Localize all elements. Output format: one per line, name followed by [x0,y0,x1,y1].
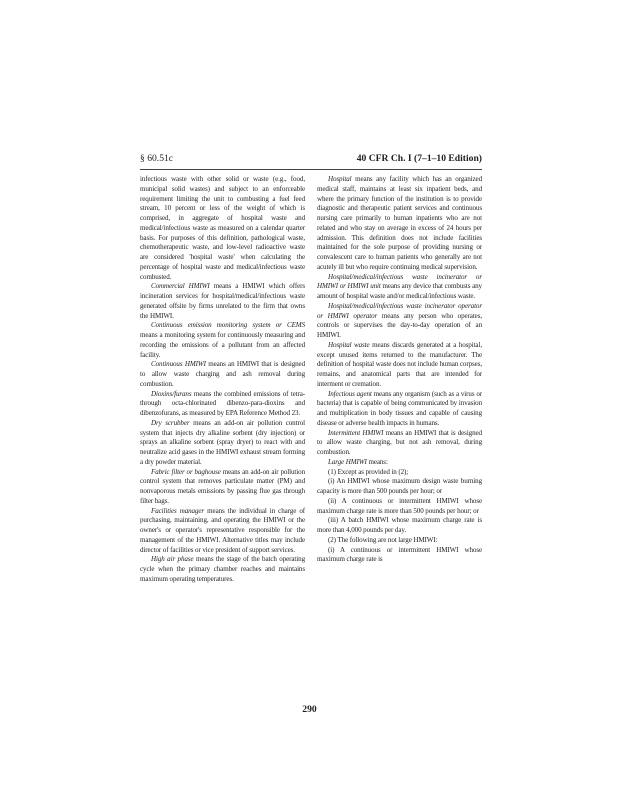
defined-term: Hospital [328,175,352,183]
defined-term: Commercial HMIWI [151,282,210,291]
defined-term: Facilities manager [151,506,205,515]
left-column [140,175,305,585]
paragraph-text: means discards generated at a hospital, except unused items returned to the manufacturer. The definition of hospital waste does not include human corpses, remains, and anatomical parts that are intended for interment or cremation. [317,340,482,388]
page-number: 290 [302,704,317,715]
paragraph-text: means an add-on air pollution control system that removes particulate matter (PM) and nonvaporous metals emissions by passing flue gas through filter bags. [140,467,305,505]
defined-term: Hospital/medical/infectious waste incinerator operator or HMIWI operator [317,301,482,320]
paragraph-text: means a monitoring system for continuously measuring and recording the emissions of a pollutant from an affected facility. [140,331,305,359]
paragraph [317,497,482,517]
paragraph [317,516,482,536]
running-title: 40 CFR Ch. I (7–1–10 Edition) [356,153,482,164]
paragraph-text: (i) A continuous or intermittent HMIWI whose maximum charge rate is [317,545,482,564]
paragraph [140,419,305,468]
paragraph [317,468,482,478]
paragraph [317,458,482,468]
section-number: § 60.51c [140,153,174,164]
defined-term: Dioxins/furans [151,389,192,398]
paragraph [317,341,482,390]
paragraph-text: (iii) A batch HMIWI whose maximum charge rate is more than 4,000 pounds per day. [317,516,482,534]
paragraph [140,282,305,321]
paragraph [140,175,305,282]
defined-term: Dry scrubber [151,418,190,427]
paragraph [317,175,482,273]
paragraph [140,507,305,556]
header-rule [140,169,482,170]
paragraph [317,302,482,341]
paragraph-text: means the individual in charge of purchasing, maintaining, and operating the HMIWI or the owner's or operator's representative responsible for the management of the HMIWI. Alternative titles may include director of facilities or vice president of support services. [140,506,305,554]
paragraph [317,273,482,302]
defined-term: Infectious agent [328,389,372,398]
paragraph [317,477,482,497]
paragraph-text: means an HMIWI that is designed to allow waste charging, but not ash removal, during combustion. [317,428,482,456]
paragraph-text: means the combined emissions of tetra-through octa-chlorinated dibenzo-para-dioxins and dibenzofurans, as measured by EPA Reference Method 23. [140,389,305,417]
defined-term: Continuous HMIWI [151,360,206,369]
defined-term: Large HMIWI [328,457,367,466]
defined-term: High air phase [151,555,194,564]
paragraph-text: means any person who operates, controls or supervises the day-to-day operation of an HMIWI. [317,311,483,339]
paragraph [317,429,482,458]
paragraph-text: means a HMIWI which offers incineration services for hospital/medical/infectious waste generated offsite by firms unrelated to the firm that owns the HMIWI. [140,282,305,320]
paragraph [317,546,482,566]
right-column [317,175,482,565]
paragraph [140,555,305,584]
paragraph-text: means any organism (such as a virus or bacteria) that is capable of being communicated by invasion and multiplication in body tissues and capable of causing disease or adverse health impacts in humans. [317,389,482,427]
paragraph-text: means any device that combusts any amount of hospital waste and/or medical/infectious waste. [317,282,482,300]
paragraph-text: (1) Except as provided in (2); [328,467,409,476]
paragraph-text: means an add-on air pollution control system that injects dry alkaline sorbent (dry injection) or sprays an alkaline sorbent (spray dryer) to react with and neutralize acid gases in the HMIWI exhaust stream forming a dry powder material. [140,418,305,466]
paragraph-text: (i) An HMIWI whose maximum design waste burning capacity is more than 500 pounds per hour; or [317,477,482,495]
paragraph [140,390,305,419]
defined-term: Hospital/medical/infectious waste incinerator or HMIWI or HMIWI unit [317,272,482,291]
paragraph [140,468,305,507]
paragraph-text: (2) The following are not large HMIWI: [328,535,438,544]
paragraph-text: infectious waste with other solid or waste (e.g., food, municipal solid wastes) and subject to an enforceable requirement limiting the unit to combusting a fuel feed stream, 10 percent or less of the weight of which is comprised, in aggregate of hospital waste and medical/infectious waste as measured on a calendar quarter basis. For purposes of this definition, pathological waste, chemotherapeutic waste, and low-level radioactive waste are considered 'hospital waste' when calculating the percentage of hospital waste and medical/infectious waste combusted. [140,175,305,281]
paragraph-text: means any facility which has an organized medical staff, maintains at least six inpatient beds, and where the primary function of the institution is to provide diagnostic and therapeutic patient services and continuous nursing care primarily to human inpatients who are not related and who stay on average in excess of 24 hours per admission. This definition does not include facilities maintained for the sole purpose of providing nursing or convalescent care to human patients who generally are not acutely ill but who require continuing medical supervision. [317,175,482,271]
paragraph-text: means an HMIWI that is designed to allow waste charging and ash removal during combustion. [140,360,305,388]
paragraph [140,321,305,360]
paragraph-text: means the stage of the batch operating cycle when the primary chamber reaches and maintains maximum operating temperatures. [140,555,305,583]
paragraph [317,390,482,429]
paragraph [317,536,482,546]
defined-term: Fabric filter or baghouse [151,467,221,476]
paragraph-text: means: [368,457,388,466]
defined-term: Continuous emission monitoring system or CEMS [151,321,305,330]
paragraph [140,360,305,389]
running-header [140,153,482,167]
defined-term: Intermittent HMIWI [328,428,384,437]
paragraph-text: (ii) A continuous or intermittent HMIWI whose maximum charge rate is more than 500 pounds per hour; or [317,496,482,515]
defined-term: Hospital waste [328,340,370,349]
